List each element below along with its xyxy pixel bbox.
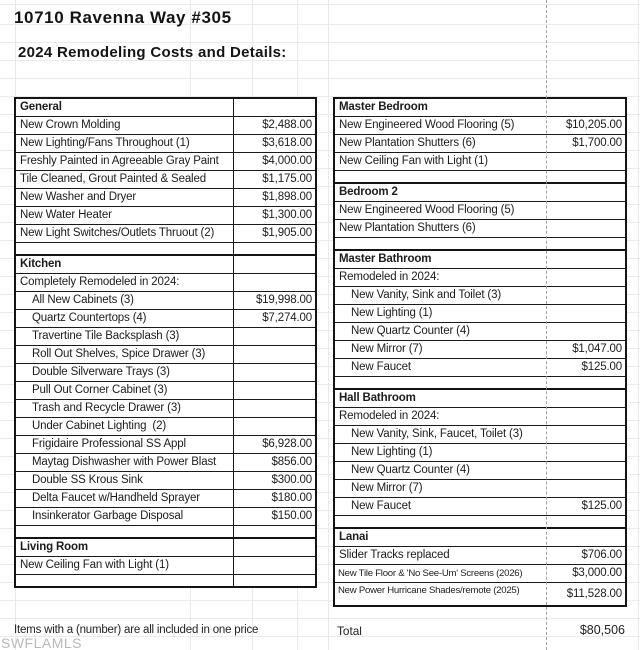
mls-watermark: SWFLAMLS xyxy=(1,635,83,650)
table-row xyxy=(334,546,626,564)
table-row xyxy=(15,170,316,188)
table-row xyxy=(15,489,316,507)
item-label-cell: New Engineered Wood Flooring (5) xyxy=(334,116,547,134)
amount-cell xyxy=(547,250,626,268)
item-label-cell: New Ceiling Fan with Light (1) xyxy=(334,152,547,170)
item-label-cell: Tile Cleaned, Grout Painted & Sealed xyxy=(15,170,233,188)
table-row xyxy=(334,201,626,219)
item-label-cell: New Water Heater xyxy=(15,206,233,224)
footer-note: Items with a (number) are all included in one price xyxy=(14,624,259,636)
table-row xyxy=(334,358,626,376)
item-label-cell xyxy=(15,525,233,538)
item-label-cell: Quartz Countertops (4) xyxy=(15,309,233,327)
amount-cell: $1,700.00 xyxy=(547,134,626,152)
amount-cell xyxy=(547,286,626,304)
amount-cell: $10,205.00 xyxy=(547,116,626,134)
left-cost-table xyxy=(14,97,317,588)
amount-cell xyxy=(547,237,626,250)
item-label-cell: Freshly Painted in Agreeable Gray Paint xyxy=(15,152,233,170)
section-header-row xyxy=(334,183,626,201)
item-label-cell: New Tile Floor & 'No See-Um' Screens (2026) xyxy=(334,564,547,582)
amount-cell xyxy=(233,525,316,538)
table-row xyxy=(15,556,316,574)
amount-cell xyxy=(233,574,316,587)
table-row xyxy=(15,507,316,525)
section-header-cell: Hall Bathroom xyxy=(334,389,547,407)
item-label-cell: Pull Out Corner Cabinet (3) xyxy=(15,381,233,399)
table-row xyxy=(334,219,626,237)
item-label-cell: Travertine Tile Backsplash (3) xyxy=(15,327,233,345)
item-label-cell: New Washer and Dryer xyxy=(15,188,233,206)
amount-cell xyxy=(547,322,626,340)
amount-cell xyxy=(233,98,316,116)
item-label-cell: New Mirror (7) xyxy=(334,479,547,497)
item-label-cell: All New Cabinets (3) xyxy=(15,291,233,309)
table-row xyxy=(334,443,626,461)
table-row xyxy=(334,322,626,340)
table-row xyxy=(334,152,626,170)
amount-cell xyxy=(547,268,626,286)
table-row xyxy=(15,327,316,345)
section-header-row xyxy=(334,389,626,407)
section-header-cell: Master Bathroom xyxy=(334,250,547,268)
item-label-cell xyxy=(334,376,547,389)
item-label-cell: New Light Switches/Outlets Thruout (2) xyxy=(15,224,233,242)
item-label-cell: New Ceiling Fan with Light (1) xyxy=(15,556,233,574)
table-row xyxy=(334,425,626,443)
amount-cell xyxy=(547,528,626,546)
page-title: 10710 Ravenna Way #305 xyxy=(14,8,232,27)
amount-cell xyxy=(547,170,626,183)
amount-cell: $6,928.00 xyxy=(233,435,316,453)
amount-cell xyxy=(547,515,626,528)
blank-row xyxy=(15,574,316,587)
right-cost-table xyxy=(333,97,627,607)
table-row xyxy=(334,564,626,582)
table-row xyxy=(15,116,316,134)
amount-cell xyxy=(547,152,626,170)
item-label-cell: Double SS Krous Sink xyxy=(15,471,233,489)
table-row xyxy=(15,453,316,471)
item-label-cell xyxy=(334,170,547,183)
amount-cell: $180.00 xyxy=(233,489,316,507)
amount-cell xyxy=(547,219,626,237)
table-row xyxy=(15,273,316,291)
item-label-cell: New Faucet xyxy=(334,358,547,376)
amount-cell: $1,905.00 xyxy=(233,224,316,242)
item-label-cell: Slider Tracks replaced xyxy=(334,546,547,564)
item-label-cell: New Engineered Wood Flooring (5) xyxy=(334,201,547,219)
section-header-cell: Master Bedroom xyxy=(334,98,547,116)
amount-cell: $3,618.00 xyxy=(233,134,316,152)
amount-cell xyxy=(233,538,316,556)
amount-cell xyxy=(547,183,626,201)
table-row xyxy=(15,417,316,435)
item-label-cell xyxy=(15,242,233,255)
amount-cell: $3,000.00 xyxy=(547,564,626,582)
amount-cell: $706.00 xyxy=(547,546,626,564)
item-label-cell: Remodeled in 2024: xyxy=(334,407,547,425)
item-label-cell: New Plantation Shutters (6) xyxy=(334,219,547,237)
amount-cell xyxy=(233,399,316,417)
item-label-cell: New Quartz Counter (4) xyxy=(334,322,547,340)
amount-cell xyxy=(233,327,316,345)
item-label-cell: Trash and Recycle Drawer (3) xyxy=(15,399,233,417)
amount-cell xyxy=(233,255,316,273)
amount-cell xyxy=(547,443,626,461)
amount-cell: $11,528.00 xyxy=(547,582,626,606)
table-row xyxy=(15,435,316,453)
amount-cell: $19,998.00 xyxy=(233,291,316,309)
section-header-cell: Bedroom 2 xyxy=(334,183,547,201)
amount-cell xyxy=(547,98,626,116)
item-label-cell xyxy=(334,237,547,250)
blank-row xyxy=(334,376,626,389)
amount-cell xyxy=(547,201,626,219)
amount-cell xyxy=(233,242,316,255)
section-header-row xyxy=(334,98,626,116)
table-row xyxy=(334,582,626,606)
item-label-cell: New Crown Molding xyxy=(15,116,233,134)
amount-cell: $125.00 xyxy=(547,358,626,376)
table-row xyxy=(334,286,626,304)
item-label-cell: Frigidaire Professional SS Appl xyxy=(15,435,233,453)
table-row xyxy=(15,188,316,206)
section-header-cell: Lanai xyxy=(334,528,547,546)
table-row xyxy=(334,497,626,515)
section-header-row xyxy=(15,255,316,273)
section-header-row xyxy=(15,538,316,556)
amount-cell: $7,274.00 xyxy=(233,309,316,327)
item-label-cell xyxy=(334,515,547,528)
table-row xyxy=(334,304,626,322)
item-label-cell: Completely Remodeled in 2024: xyxy=(15,273,233,291)
item-label-cell: New Lighting (1) xyxy=(334,304,547,322)
table-row xyxy=(15,224,316,242)
item-label-cell: New Vanity, Sink and Toilet (3) xyxy=(334,286,547,304)
table-row xyxy=(15,291,316,309)
item-label-cell: New Faucet xyxy=(334,497,547,515)
page-break-dashed-line xyxy=(546,0,547,650)
amount-cell xyxy=(233,556,316,574)
table-row xyxy=(15,399,316,417)
amount-cell: $1,175.00 xyxy=(233,170,316,188)
table-row xyxy=(15,134,316,152)
amount-cell: $4,000.00 xyxy=(233,152,316,170)
item-label-cell: Double Silverware Trays (3) xyxy=(15,363,233,381)
table-row xyxy=(15,309,316,327)
amount-cell: $856.00 xyxy=(233,453,316,471)
amount-cell xyxy=(547,376,626,389)
amount-cell xyxy=(547,389,626,407)
table-row xyxy=(334,134,626,152)
amount-cell: $125.00 xyxy=(547,497,626,515)
total-value: $80,506 xyxy=(579,623,625,637)
table-row xyxy=(334,479,626,497)
blank-row xyxy=(334,515,626,528)
table-row xyxy=(334,461,626,479)
item-label-cell xyxy=(15,574,233,587)
item-label-cell: New Power Hurricane Shades/remote (2025) xyxy=(334,582,547,606)
item-label-cell: Maytag Dishwasher with Power Blast xyxy=(15,453,233,471)
gridline xyxy=(638,0,639,650)
section-header-row xyxy=(334,528,626,546)
table-row xyxy=(334,407,626,425)
table-row xyxy=(15,363,316,381)
amount-cell: $300.00 xyxy=(233,471,316,489)
table-row xyxy=(334,268,626,286)
blank-row xyxy=(15,525,316,538)
item-label-cell: New Quartz Counter (4) xyxy=(334,461,547,479)
amount-cell xyxy=(233,273,316,291)
blank-row xyxy=(334,170,626,183)
item-label-cell: Under Cabinet Lighting (2) xyxy=(15,417,233,435)
gridline xyxy=(328,0,329,650)
page-subtitle: 2024 Remodeling Costs and Details: xyxy=(18,44,287,61)
item-label-cell: New Lighting (1) xyxy=(334,443,547,461)
amount-cell: $1,300.00 xyxy=(233,206,316,224)
amount-cell: $2,488.00 xyxy=(233,116,316,134)
amount-cell xyxy=(233,363,316,381)
amount-cell xyxy=(233,345,316,363)
section-header-cell: Living Room xyxy=(15,538,233,556)
amount-cell xyxy=(547,304,626,322)
table-row xyxy=(334,340,626,358)
item-label-cell: New Lighting/Fans Throughout (1) xyxy=(15,134,233,152)
amount-cell xyxy=(547,407,626,425)
amount-cell: $1,047.00 xyxy=(547,340,626,358)
table-row xyxy=(15,206,316,224)
item-label-cell: New Plantation Shutters (6) xyxy=(334,134,547,152)
item-label-cell: New Mirror (7) xyxy=(334,340,547,358)
section-header-row xyxy=(15,98,316,116)
table-row xyxy=(15,471,316,489)
item-label-cell: Roll Out Shelves, Spice Drawer (3) xyxy=(15,345,233,363)
amount-cell: $150.00 xyxy=(233,507,316,525)
section-header-row xyxy=(334,250,626,268)
table-row xyxy=(334,116,626,134)
amount-cell xyxy=(547,425,626,443)
section-header-cell: General xyxy=(15,98,233,116)
amount-cell xyxy=(233,417,316,435)
total-label: Total xyxy=(337,624,362,638)
amount-cell xyxy=(233,381,316,399)
item-label-cell: Remodeled in 2024: xyxy=(334,268,547,286)
item-label-cell: New Vanity, Sink, Faucet, Toilet (3) xyxy=(334,425,547,443)
table-row xyxy=(15,152,316,170)
item-label-cell: Insinkerator Garbage Disposal xyxy=(15,507,233,525)
blank-row xyxy=(15,242,316,255)
table-row xyxy=(15,345,316,363)
item-label-cell: Delta Faucet w/Handheld Sprayer xyxy=(15,489,233,507)
table-row xyxy=(15,381,316,399)
amount-cell xyxy=(547,461,626,479)
section-header-cell: Kitchen xyxy=(15,255,233,273)
amount-cell: $1,898.00 xyxy=(233,188,316,206)
amount-cell xyxy=(547,479,626,497)
blank-row xyxy=(334,237,626,250)
